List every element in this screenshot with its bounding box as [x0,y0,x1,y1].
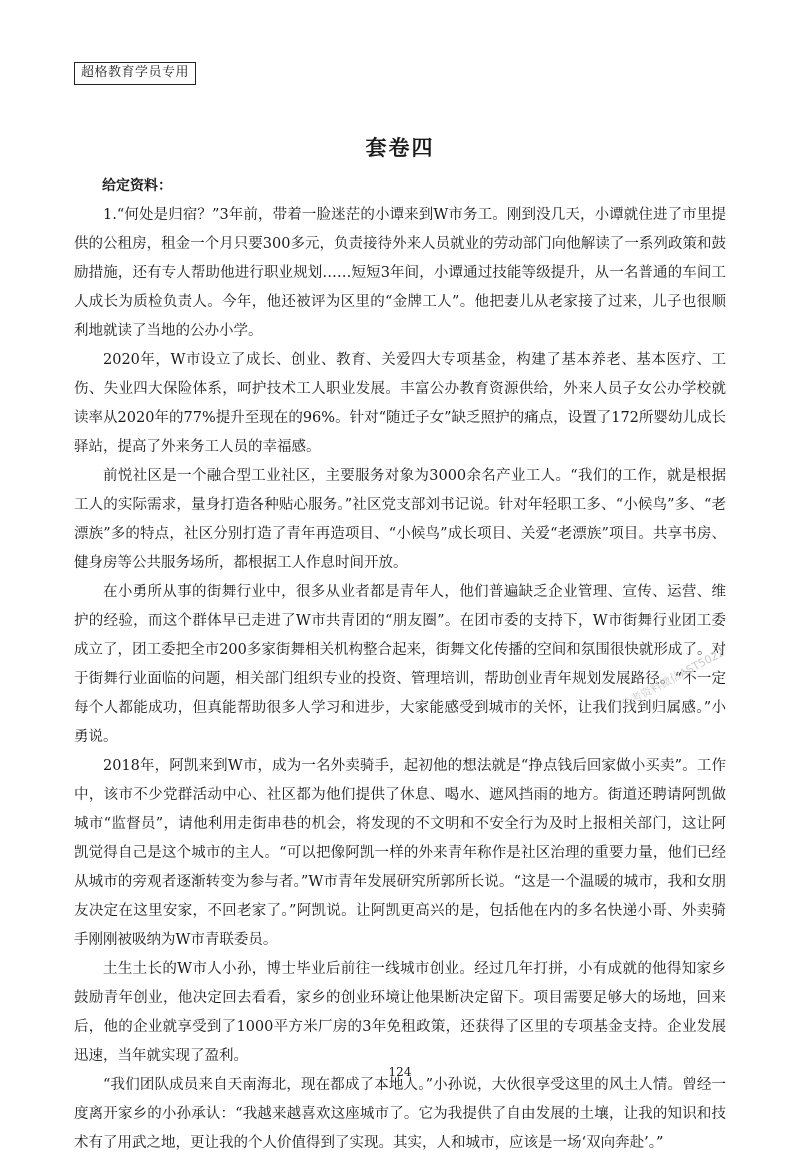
paragraph-2: 2020年，W市设立了成长、创业、教育、关爱四大专项基金，构建了基本养老、基本医疗、工伤、失业四大保险体系，呵护技术工人职业发展。丰富公办教育资源供给，外来人员子女公办学校就读率从2020年的77%提升至现在的96%。针对“随迁子女”缺乏照护的痛点，设置了172所婴幼儿成长驿站，提高了外来务工人员的幸福感。 [74,352,726,455]
section-label: 给定资料： [102,178,172,194]
paragraph-4: 在小勇所从事的街舞行业中，很多从业者都是青年人，他们普遍缺乏企业管理、宣传、运营、维护的经验，而这个群体早已走进了W市共青团的“朋友圈”。在团市委的支持下，W市街舞行业团工委成立了，团工委把全市200多家街舞相关机构整合起来，街舞文化传播的空间和氛围很快就形成了。对于街舞行业面临的问题，相关部门组织专业的投资、管理培训，帮助创业青年规划发展路径。“不一定每个人都能成功，但真能帮助很多人学习和进步，大家能感受到城市的关怀，让我们找到归属感。”小勇说。 [74,584,726,745]
page-title: 套卷四 [365,136,435,160]
document-body [74,172,726,1158]
paragraph-7: “我们团队成员来自天南海北，现在都成了本地人。”小孙说，大伙很享受这里的风土人情。曾经一度离开家乡的小孙承认：“我越来越喜欢这座城市了。它为我提供了自由发展的土壤，让我的知识和技术有了用武之地，更让我的个人价值得到了实现。其实，人和城市，应该是一场‘双向奔赴’。” [74,1077,726,1151]
paragraph-1: 1.“何处是归宿？”3年前，带着一脸迷茫的小谭来到W市务工。刚到没几天，小谭就住进了市里提供的公租房，租金一个月只要300多元，负责接待外来人员就业的劳动部门向他解读了一系列政策和鼓励措施，还有专人帮助他进行职业规划……短短3年间，小谭通过技能等级提升，从一名普通的车间工人成长为质检负责人。今年，他还被评为区里的“金牌工人”。他把妻儿从老家接了过来，儿子也很顺利地就读了当地的公办小学。 [74,207,726,339]
paragraph-3: 前悦社区是一个融合型工业社区，主要服务对象为3000余名产业工人。“我们的工作，就是根据工人的实际需求，量身打造各种贴心服务。”社区党支部刘书记说。针对年轻职工多、“小候鸟”多、“老漂族”多的特点，社区分别打造了青年再造项目、“小候鸟”成长项目、关爱“老漂族”项目。共享书房、健身房等公共服务场所，都根据工人作息时间开放。 [74,468,726,571]
page-number: 124 [388,1065,412,1079]
watermark: 公考资料微信AST5022 [618,645,727,712]
header-stamp: 超格教育学员专用 [74,62,196,85]
paragraph-5: 2018年，阿凯来到W市，成为一名外卖骑手，起初他的想法就是“挣点钱后回家做小买卖”。工作中，该市不少党群活动中心、社区都为他们提供了休息、喝水、遮风挡雨的地方。街道还聘请阿凯做城市“监督员”，请他利用走街串巷的机会，将发现的不文明和不安全行为及时上报相关部门，这让阿凯觉得自己是这个城市的主人。“可以把像阿凯一样的外来青年称作是社区治理的重要力量，他们已经从城市的旁观者逐渐转变为参与者。”W市青年发展研究所郭所长说。“这是一个温暖的城市，我和女朋友决定在这里安家，不回老家了。”阿凯说。让阿凯更高兴的是，包括他在内的多名快递小哥、外卖骑手刚刚被吸纳为W市青联委员。 [74,758,726,948]
paragraph-6: 土生土长的W市人小孙，博士毕业后前往一线城市创业。经过几年打拼，小有成就的他得知家乡鼓励青年创业，他决定回去看看，家乡的创业环境让他果断决定留下。项目需要足够大的场地，回来后，他的企业就享受到了1000平方米厂房的3年免租政策，还获得了区里的专项基金支持。企业发展迅速，当年就实现了盈利。 [74,961,726,1064]
